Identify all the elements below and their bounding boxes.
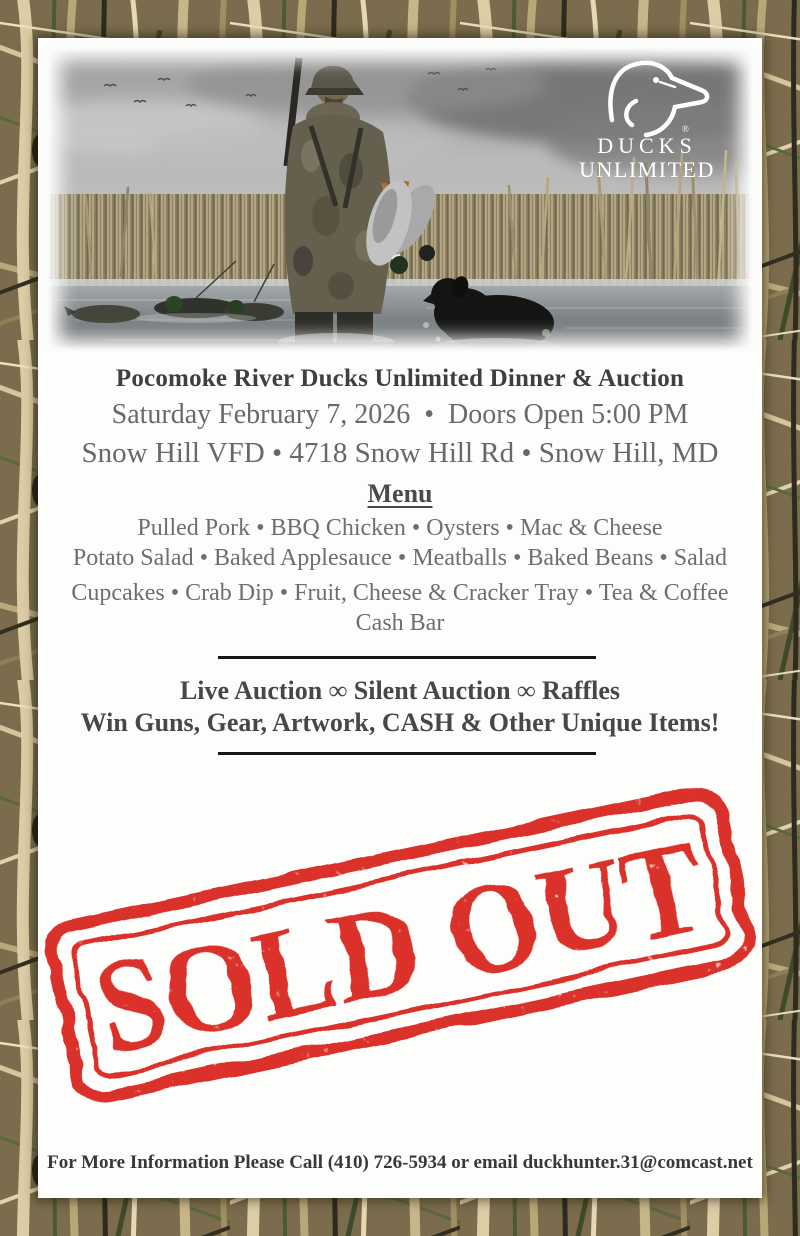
logo-registered-mark: ®	[682, 124, 689, 134]
divider-line-bottom	[218, 752, 596, 755]
menu-heading: Menu	[367, 479, 433, 508]
logo-word-ducks: DUCKS	[597, 133, 697, 158]
sold-out-stamp	[38, 779, 762, 1110]
logo-word-unlimited: UNLIMITED	[579, 157, 715, 182]
event-date-line: Saturday February 7, 2026 • Doors Open 5:00 PM	[111, 399, 689, 430]
divider-line-top	[218, 656, 596, 659]
menu-line: Pulled Pork • BBQ Chicken • Oysters • Mac & Cheese	[137, 515, 663, 541]
auction-line-2: Win Guns, Gear, Artwork, CASH & Other Unique Items!	[80, 708, 720, 737]
contact-info-line: For More Information Please Call (410) 726-5934 or email duckhunter.31@comcast.net	[47, 1152, 753, 1173]
duck-head-icon	[610, 63, 707, 135]
hero-photo	[46, 46, 754, 352]
menu-line: Cash Bar	[355, 610, 445, 636]
menu-line: Cupcakes • Crab Dip • Fruit, Cheese & Cracker Tray • Tea & Coffee	[71, 580, 729, 606]
menu-line: Potato Salad • Baked Applesauce • Meatballs • Baked Beans • Salad	[72, 545, 728, 571]
stamp-text: SOLD OUT	[83, 797, 763, 1083]
event-title: Pocomoke River Ducks Unlimited Dinner & Auction	[115, 365, 685, 392]
flyer-panel	[38, 38, 762, 1198]
ducks-unlimited-logo	[562, 56, 732, 184]
event-venue-line: Snow Hill VFD • 4718 Snow Hill Rd • Snow Hill, MD	[81, 437, 719, 469]
auction-line-1: Live Auction ∞ Silent Auction ∞ Raffles	[179, 676, 621, 705]
